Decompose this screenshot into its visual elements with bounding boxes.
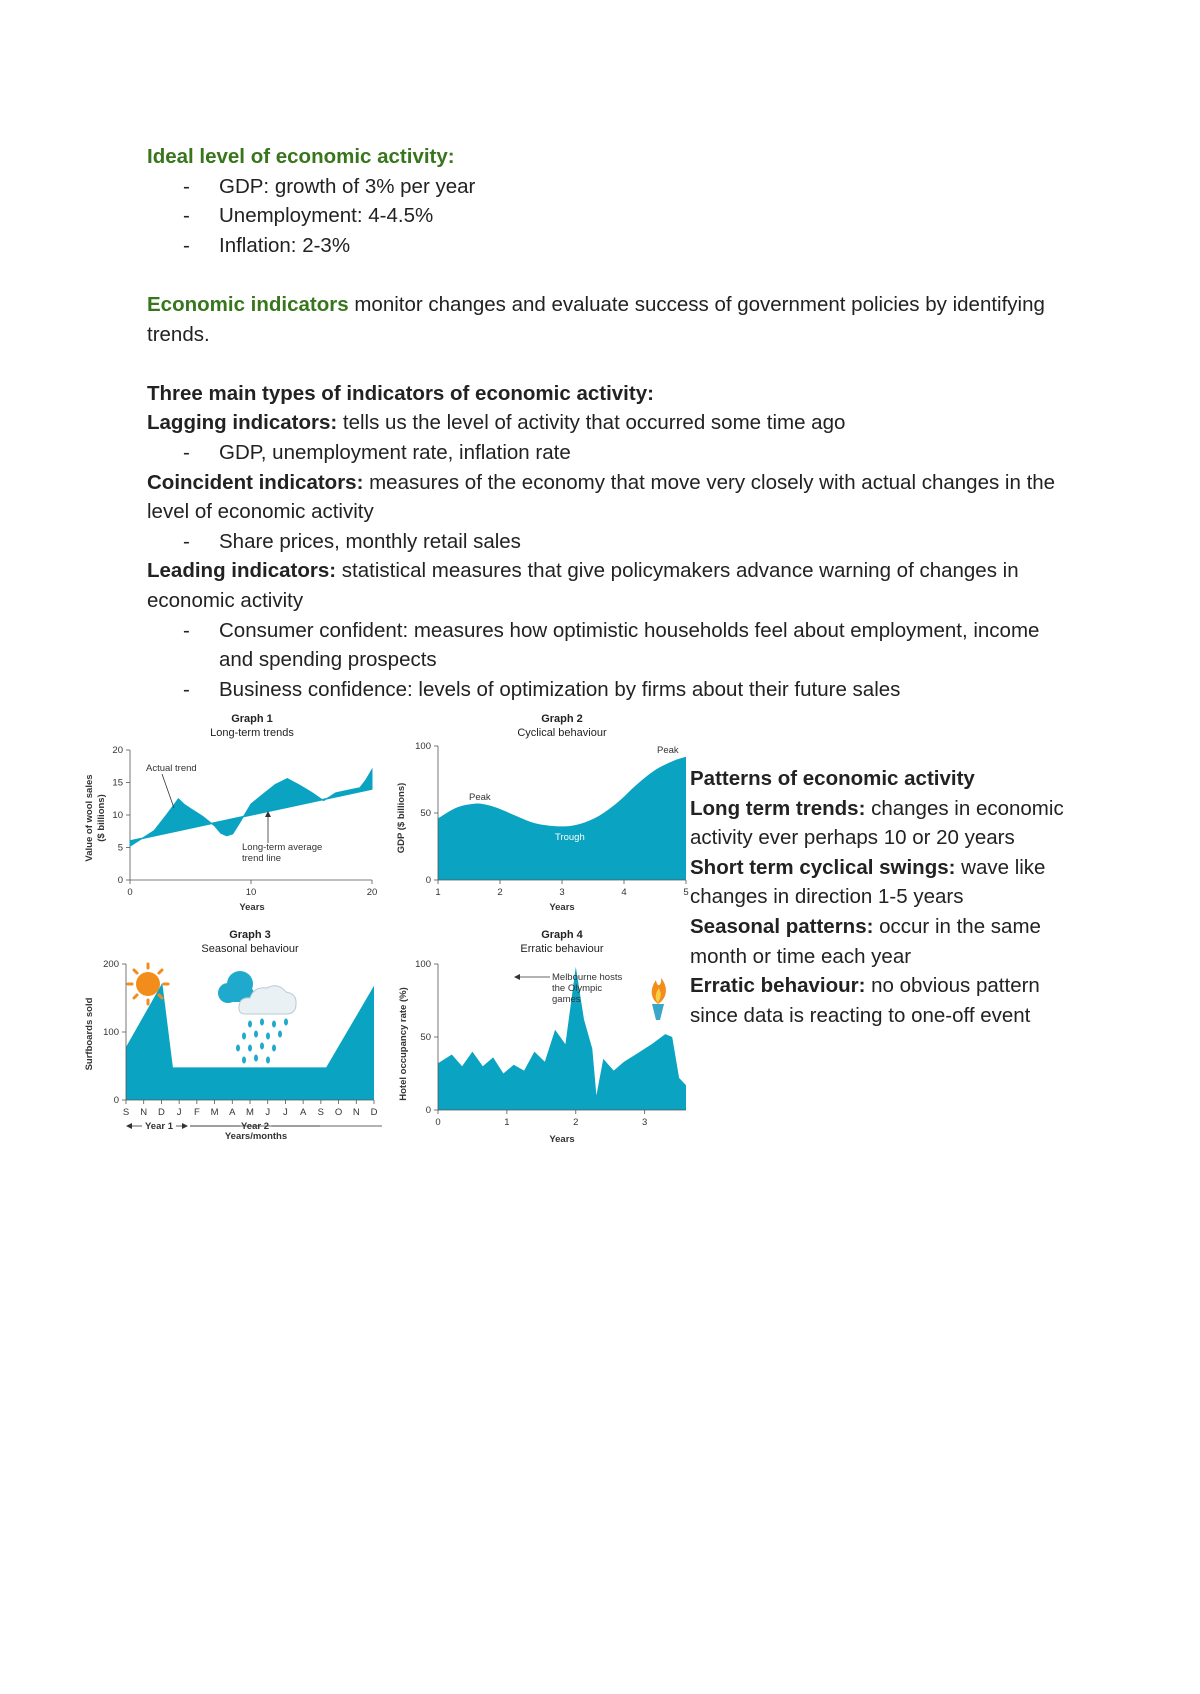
graph-1-svg (82, 708, 382, 918)
graph-1-xlabel: Years (239, 902, 265, 913)
graph-1-title: Graph 1 (231, 713, 273, 725)
graph-1-subtitle: Long-term trends (210, 727, 294, 739)
x-tick-label: 1 (504, 1117, 510, 1128)
graph-2-ylabel: GDP ($ billions) (396, 782, 407, 854)
y-tick-label: 15 (112, 777, 123, 789)
graph-2-svg (390, 708, 690, 918)
year-1-label: Year 1 (145, 1121, 173, 1132)
bullet-dash: - (183, 233, 190, 257)
types-heading: Three main types of indicators of economic activity: (147, 381, 654, 405)
x-tick-label: 0 (435, 1117, 441, 1128)
olympic-torch-icon (652, 978, 666, 1020)
gdp-cycle-area (438, 757, 686, 880)
list-item: - Unemployment: 4-4.5% (147, 201, 1067, 231)
graph-3-ylabel: Surfboards sold (84, 997, 95, 1071)
x-tick-label: 2 (497, 887, 503, 898)
month-tick-label: S (122, 1107, 130, 1118)
graph-3 (82, 924, 382, 1148)
graph-4-annotation-2: the Olympic (552, 983, 603, 994)
annotation-leader (162, 774, 174, 808)
pattern-item: Seasonal patterns: occur in the same month or time each year (690, 914, 1041, 968)
graph-1-ylabel-2: ($ billions) (96, 794, 107, 842)
month-tick-label: J (265, 1107, 271, 1118)
list-item: - Inflation: 2-3% (147, 231, 1067, 261)
x-tick-label: 3 (559, 887, 565, 898)
y-tick-label: 200 (103, 959, 119, 970)
x-tick-label: 1 (435, 887, 441, 898)
x-tick-label: 10 (245, 887, 257, 898)
lagging-paragraph: Lagging indicators: tells us the level of activity that occurred some time ago (147, 411, 846, 435)
list-item: - Consumer confident: measures how optimistic households feel about employment, income and spending prospects (147, 616, 1067, 675)
arrow-head (514, 974, 520, 980)
coincident-paragraph: Coincident indicators: measures of the economy that move very closely with actual changes in the level of economic activity (147, 470, 1056, 524)
month-tick-label: D (157, 1107, 165, 1118)
month-tick-label: J (176, 1107, 182, 1118)
y-tick-label: 5 (117, 842, 123, 854)
graph-3-xlabel: Years/months (224, 1131, 288, 1142)
y-tick-label: 100 (415, 959, 431, 970)
x-tick-label: 5 (683, 887, 689, 898)
rain-cloud-icon (218, 971, 296, 1064)
bullet-dash: - (183, 677, 190, 701)
x-tick-label: 0 (127, 887, 133, 898)
leading-paragraph: Leading indicators: statistical measures that give policymakers advance warning of changes in economic activity (147, 559, 1019, 612)
month-tick-label: N (352, 1107, 360, 1118)
graph-4-annotation-3: games (552, 994, 581, 1005)
pattern-item: Long term trends: changes in economic activity ever perhaps 10 or 20 years (690, 796, 1064, 850)
y-tick-label: 0 (425, 875, 431, 886)
graph-2-xlabel: Years (549, 902, 575, 913)
indicators-paragraph: Economic indicators monitor changes and evaluate success of government policies by identifying trends. (147, 292, 1045, 346)
pattern-item: Erratic behaviour: no obvious pattern since data is reacting to one-off event (690, 974, 1040, 1027)
month-tick-label: O (334, 1107, 343, 1118)
graph-2-subtitle: Cyclical behaviour (517, 727, 607, 739)
list-item: - Business confidence: levels of optimization by firms about their future sales (147, 675, 1067, 705)
y-tick-label: 0 (425, 1105, 431, 1116)
month-tick-label: D (370, 1107, 378, 1118)
graph-4-ylabel: Hotel occupancy rate (%) (398, 987, 409, 1101)
graph-2-annotation-peak-2: Peak (657, 745, 679, 756)
y-tick-label: 0 (117, 875, 123, 886)
graph-3-subtitle: Seasonal behaviour (201, 943, 299, 955)
y-tick-label: 100 (103, 1027, 119, 1038)
graph-2-annotation-peak-1: Peak (469, 792, 491, 803)
y-tick-label: 10 (112, 810, 123, 821)
bullet-dash: - (183, 174, 190, 198)
bullet-dash: - (183, 529, 190, 553)
list-item: - GDP, unemployment rate, inflation rate (147, 438, 1067, 468)
graph-2-annotation-trough: Trough (555, 832, 585, 843)
graph-1-annotation-trend-2: trend line (242, 853, 282, 864)
graph-2-title: Graph 2 (541, 713, 583, 725)
graph-3-svg (82, 924, 382, 1148)
y-tick-label: 20 (112, 745, 123, 756)
graph-4-xlabel: Years (549, 1134, 575, 1145)
month-tick-label: N (140, 1107, 148, 1118)
month-tick-label: M (210, 1107, 219, 1118)
year-1-bracket (126, 1121, 188, 1132)
x-tick-label: 4 (621, 887, 627, 898)
pattern-item: Short term cyclical swings: wave like changes in direction 1-5 years (690, 855, 1046, 909)
year-2-label: Year 2 (241, 1121, 269, 1132)
y-tick-label: 100 (415, 741, 431, 752)
y-tick-label: 50 (420, 808, 431, 819)
month-tick-label: J (283, 1107, 288, 1118)
y-tick-label: 0 (113, 1095, 119, 1106)
x-tick-label: 2 (573, 1117, 579, 1128)
graph-4-annotation-1: Melbourne hosts (552, 972, 623, 983)
y-tick-label: 50 (420, 1032, 431, 1043)
patterns-heading: Patterns of economic activity (690, 767, 975, 790)
graph-4-title: Graph 4 (541, 929, 583, 941)
list-item: - Share prices, monthly retail sales (147, 527, 1067, 557)
graph-1-annotation-actual: Actual trend (146, 763, 197, 774)
graph-1 (82, 708, 382, 918)
bullet-dash: - (183, 618, 190, 642)
graph-4-svg (390, 924, 690, 1148)
x-tick-label: 3 (642, 1117, 648, 1128)
list-item: - GDP: growth of 3% per year (147, 172, 1067, 202)
bullet-dash: - (183, 204, 190, 228)
month-tick-label: F (193, 1107, 200, 1118)
graph-4-subtitle: Erratic behaviour (520, 943, 604, 955)
x-tick-label: 20 (366, 887, 378, 898)
graph-1-annotation-trend-1: Long-term average (242, 842, 323, 853)
month-tick-label: S (317, 1107, 325, 1118)
graph-2 (390, 708, 690, 918)
graph-4 (390, 924, 690, 1148)
patterns-text (690, 764, 1070, 1030)
graph-1-ylabel-1: Value of wool sales (84, 774, 95, 862)
actual-trend-area (130, 770, 372, 847)
month-tick-label: A (229, 1107, 236, 1118)
month-tick-label: A (299, 1107, 307, 1118)
ideal-heading: Ideal level of economic activity: (147, 145, 455, 168)
graph-3-title: Graph 3 (229, 929, 271, 941)
month-tick-label: M (246, 1107, 254, 1118)
notes-text (147, 142, 1067, 704)
bullet-dash: - (183, 440, 190, 464)
